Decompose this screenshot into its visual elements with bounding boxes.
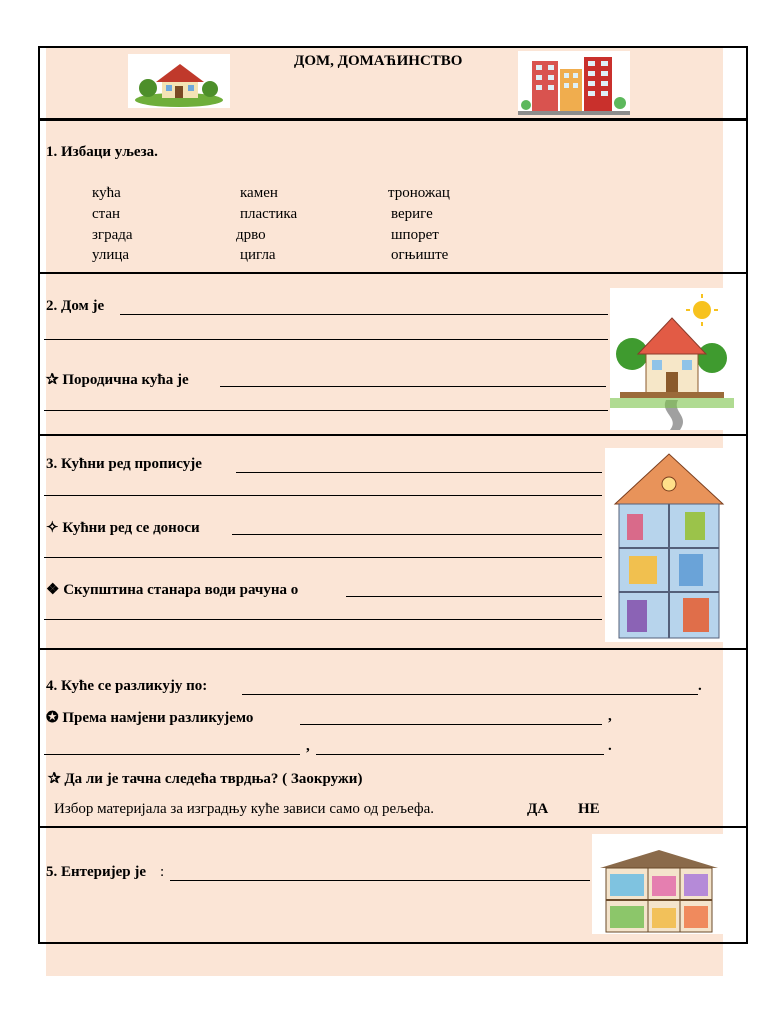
word-item: пластика bbox=[240, 206, 298, 222]
word-item: шпорет bbox=[391, 227, 439, 243]
answer-line[interactable] bbox=[44, 339, 608, 340]
true-false-question: ✰ Да ли је тачна следећа тврдња? ( Заокружи) bbox=[48, 771, 363, 787]
page-title: ДОМ, ДОМАЋИНСТВО bbox=[294, 53, 463, 69]
question-5-section bbox=[38, 826, 748, 944]
yes-option[interactable]: ДА bbox=[527, 801, 549, 817]
question-2-section bbox=[38, 272, 748, 436]
question-1-title: 1. Избаци уљеза. bbox=[46, 144, 158, 160]
answer-line[interactable] bbox=[316, 754, 604, 755]
colon: : bbox=[160, 864, 165, 880]
end-dot: . bbox=[608, 738, 612, 754]
comma: , bbox=[306, 738, 310, 754]
answer-line[interactable] bbox=[242, 694, 698, 695]
no-option[interactable]: НЕ bbox=[578, 801, 600, 817]
question-3-sub-1: ✧ Кућни ред се доноси bbox=[46, 520, 200, 536]
family-house-icon bbox=[610, 288, 734, 430]
house-interior-icon bbox=[592, 834, 726, 934]
question-3-sub-2: ❖ Скупштина станара води рачуна о bbox=[46, 582, 299, 598]
answer-line[interactable] bbox=[236, 472, 602, 473]
answer-line[interactable] bbox=[44, 557, 602, 558]
answer-line[interactable] bbox=[170, 880, 590, 881]
question-2-label: 2. Дом је bbox=[46, 298, 105, 314]
question-4-sub: ✪ Према намјени разликујемо bbox=[46, 710, 254, 726]
building-cutaway-icon bbox=[605, 448, 733, 642]
end-dot: . bbox=[698, 678, 702, 694]
header-section bbox=[38, 46, 748, 120]
word-item: троножац bbox=[388, 185, 450, 201]
cottage-icon bbox=[128, 54, 230, 108]
answer-line[interactable] bbox=[44, 754, 300, 755]
answer-line[interactable] bbox=[44, 495, 602, 496]
question-1-section bbox=[38, 119, 748, 274]
answer-line[interactable] bbox=[220, 386, 606, 387]
word-item: кућа bbox=[92, 185, 121, 201]
question-3-label: 3. Кућни ред прописује bbox=[46, 456, 202, 472]
word-item: цигла bbox=[240, 247, 276, 263]
true-false-statement: Избор материјала за изградњу куће зависи само од рељефа. bbox=[54, 801, 435, 817]
word-item: дрво bbox=[236, 227, 266, 243]
answer-line[interactable] bbox=[300, 724, 602, 725]
question-5-label: 5. Ентеријер је bbox=[46, 864, 147, 880]
question-3-section bbox=[38, 434, 748, 650]
word-item: стан bbox=[92, 206, 121, 222]
answer-line[interactable] bbox=[44, 410, 608, 411]
word-item: улица bbox=[92, 247, 130, 263]
answer-line[interactable] bbox=[232, 534, 602, 535]
question-4-label: 4. Куће се разликују по: bbox=[46, 678, 208, 694]
question-2-sub-label: ✰ Породична кућа је bbox=[46, 372, 189, 388]
answer-line[interactable] bbox=[120, 314, 608, 315]
question-4-section bbox=[38, 648, 748, 828]
apartment-buildings-icon bbox=[518, 51, 630, 115]
answer-line[interactable] bbox=[44, 619, 602, 620]
word-item: камен bbox=[240, 185, 278, 201]
answer-line[interactable] bbox=[346, 596, 602, 597]
word-item: зграда bbox=[92, 227, 133, 243]
word-item: огњиште bbox=[391, 247, 449, 263]
comma: , bbox=[608, 708, 612, 724]
word-item: вериге bbox=[391, 206, 433, 222]
